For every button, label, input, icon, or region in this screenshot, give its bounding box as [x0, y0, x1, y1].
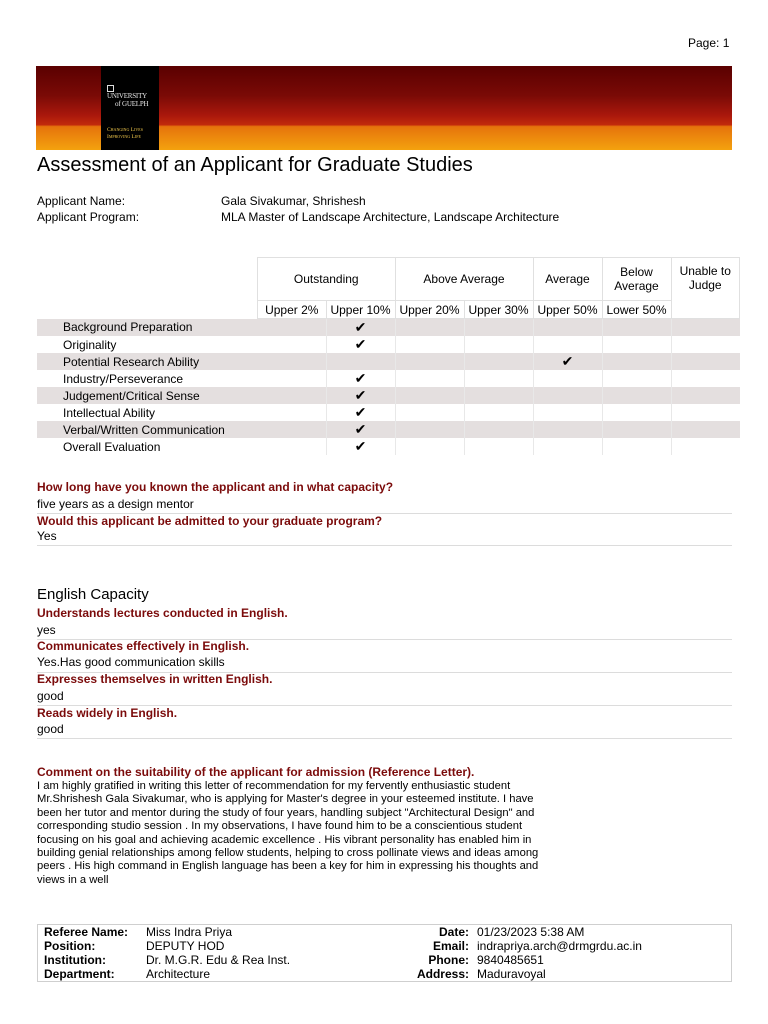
rating-cell [533, 438, 602, 455]
rating-criterion: Verbal/Written Communication [37, 421, 258, 438]
logo-name-line2: of GUELPH [115, 100, 149, 108]
comment-heading: Comment on the suitability of the applicant for admission (Reference Letter). [37, 765, 475, 779]
rating-cell [671, 404, 740, 421]
rating-table [37, 257, 740, 455]
header-average: Average [533, 258, 602, 301]
rating-row [37, 370, 740, 387]
checkmark-icon: ✔ [354, 404, 367, 420]
referee-name-label: Referee Name: [44, 925, 129, 939]
english-question-reads: Reads widely in English. [37, 706, 178, 720]
rating-cell [258, 421, 327, 438]
divider [37, 545, 732, 546]
rating-criterion: Overall Evaluation [63, 439, 161, 454]
rating-row [37, 387, 740, 404]
rating-criterion: Background Preparation [37, 319, 258, 337]
applicant-program-label: Applicant Program: [37, 210, 140, 224]
subheader-upper-20: Upper 20% [395, 301, 464, 319]
rating-row [37, 438, 740, 455]
referee-email-label: Email: [432, 939, 469, 953]
rating-cell [671, 387, 740, 404]
referee-address-label: Address: [416, 967, 469, 981]
rating-criterion: Potential Research Ability [37, 353, 258, 370]
subheader-upper-2: Upper 2% [258, 301, 327, 319]
logo-slogan-line2: Improving Life [107, 134, 141, 140]
rating-cell [671, 336, 740, 353]
rating-cell [258, 319, 327, 337]
rating-cell [464, 404, 533, 421]
rating-row [37, 421, 740, 438]
divider [37, 738, 732, 739]
rating-cell [258, 404, 327, 421]
referee-phone: 9840485651 [477, 953, 544, 967]
subheader-upper-30: Upper 30% [464, 301, 533, 319]
rating-cell [395, 336, 464, 353]
rating-cell [602, 387, 671, 404]
rating-cell [602, 438, 671, 455]
rating-cell [464, 336, 533, 353]
rating-cell [671, 319, 740, 337]
university-logo [101, 66, 159, 150]
rating-cell [326, 370, 395, 387]
checkmark-icon: ✔ [354, 438, 367, 454]
logo-name-line1: UNIVERSITY [107, 92, 147, 100]
rating-criterion: Industry/Perseverance [63, 371, 184, 386]
rating-row [37, 353, 740, 370]
rating-cell [326, 421, 395, 438]
rating-cell [602, 319, 671, 337]
referee-info [37, 924, 732, 982]
checkmark-icon: ✔ [354, 336, 367, 352]
header-outstanding: Outstanding [258, 258, 396, 301]
answer-known: five years as a design mentor [37, 497, 194, 511]
english-answer-communicates: Yes.Has good communication skills [37, 655, 225, 669]
rating-cell [464, 353, 533, 370]
checkmark-icon: ✔ [561, 353, 574, 369]
rating-cell [326, 353, 395, 370]
referee-position: DEPUTY HOD [146, 939, 225, 953]
rating-row [37, 319, 740, 337]
referee-institution: Dr. M.G.R. Edu & Rea Inst. [146, 953, 291, 967]
rating-cell [533, 404, 602, 421]
english-question-communicates: Communicates effectively in English. [37, 639, 250, 653]
referee-department: Architecture [146, 967, 211, 981]
header-above-average: Above Average [395, 258, 533, 301]
rating-cell [671, 353, 740, 370]
rating-cell [533, 387, 602, 404]
rating-cell [533, 353, 602, 370]
rating-cell [671, 438, 740, 455]
rating-cell [464, 438, 533, 455]
rating-cell [326, 438, 395, 455]
reference-letter-text: I am highly gratified in writing this letter of recommendation for my fervently enthusiastic student Mr.Shrishesh Gala Sivakumar, who is applying for Master's degree in your esteemed institute. I have been her tutor and mentor during the study of four years, handling subject "Architectural Design" and corresponding studio session . In my observations, I have found him to be a conscientious student focusing on his goal and achieving academic excellence . His vibrant personality has enabled him in building genial relationships among fellow students, helping to cross pollinate views and ideas among peers . His high command in English language has been a key for him in expressing his thoughts and views in a well [37, 780, 539, 886]
rating-cell [602, 336, 671, 353]
applicant-name: Gala Sivakumar, Shrishesh [221, 194, 366, 208]
rating-cell [258, 353, 327, 370]
page-number: Page: 1 [688, 36, 730, 50]
english-question-written: Expresses themselves in written English. [37, 672, 273, 686]
checkmark-icon: ✔ [354, 387, 367, 403]
subheader-lower-50: Lower 50% [602, 301, 671, 319]
applicant-program: MLA Master of Landscape Architecture, Landscape Architecture [221, 210, 560, 224]
rating-cell [464, 319, 533, 337]
rating-cell [602, 353, 671, 370]
rating-cell [464, 370, 533, 387]
english-question-lectures: Understands lectures conducted in English. [37, 606, 288, 620]
page-title: Assessment of an Applicant for Graduate Studies [37, 154, 473, 176]
rating-cell [602, 421, 671, 438]
english-answer-written: good [37, 689, 64, 703]
rating-cell [326, 404, 395, 421]
referee-institution-label: Institution: [44, 953, 106, 967]
rating-row [37, 404, 740, 421]
rating-criterion: Originality [63, 337, 117, 352]
rating-cell [258, 370, 327, 387]
english-capacity-heading: English Capacity [37, 586, 149, 603]
referee-position-label: Position: [44, 939, 96, 953]
english-answer-reads: good [37, 722, 64, 736]
rating-cell [464, 387, 533, 404]
header-below-average: Below Average [602, 258, 671, 301]
referee-department-label: Department: [44, 967, 115, 981]
rating-criterion: Judgement/Critical Sense [37, 387, 258, 404]
checkmark-icon: ✔ [354, 370, 367, 386]
checkmark-icon: ✔ [354, 421, 367, 437]
rating-cell [602, 370, 671, 387]
referee-name: Miss Indra Priya [146, 925, 233, 939]
referee-email[interactable]: indrapriya.arch@drmgrdu.ac.in [477, 939, 642, 953]
subheader-upper-10: Upper 10% [326, 301, 395, 319]
logo-slogan-line1: Changing Lives [107, 127, 143, 133]
crest-icon [107, 85, 114, 92]
referee-address: Maduravoyal [477, 967, 546, 981]
rating-cell [671, 370, 740, 387]
referee-date: 01/23/2023 5:38 AM [477, 925, 585, 939]
rating-cell [258, 438, 327, 455]
rating-criterion: Intellectual Ability [63, 405, 156, 420]
rating-cell [326, 387, 395, 404]
question-admit: Would this applicant be admitted to your graduate program? [37, 514, 383, 528]
rating-cell [258, 387, 327, 404]
rating-cell [395, 353, 464, 370]
rating-cell [395, 387, 464, 404]
referee-date-label: Date: [438, 925, 469, 939]
rating-cell [533, 421, 602, 438]
rating-cell [326, 319, 395, 337]
rating-cell [395, 319, 464, 337]
rating-cell [326, 336, 395, 353]
rating-cell [395, 438, 464, 455]
rating-cell [464, 421, 533, 438]
rating-cell [602, 404, 671, 421]
rating-cell [533, 336, 602, 353]
rating-cell [258, 336, 327, 353]
applicant-name-label: Applicant Name: [37, 194, 126, 208]
rating-cell [395, 370, 464, 387]
checkmark-icon: ✔ [354, 319, 367, 335]
referee-phone-label: Phone: [428, 953, 469, 967]
answer-admit: Yes [37, 529, 57, 543]
subheader-upper-50: Upper 50% [533, 301, 602, 319]
rating-row [37, 336, 740, 353]
question-known: How long have you known the applicant and in what capacity? [37, 480, 394, 494]
rating-cell [671, 421, 740, 438]
rating-cell [395, 421, 464, 438]
rating-cell [533, 319, 602, 337]
rating-cell [395, 404, 464, 421]
rating-cell [533, 370, 602, 387]
header-unable-to-judge: Unable to Judge [671, 258, 740, 319]
english-answer-lectures: yes [37, 623, 56, 637]
